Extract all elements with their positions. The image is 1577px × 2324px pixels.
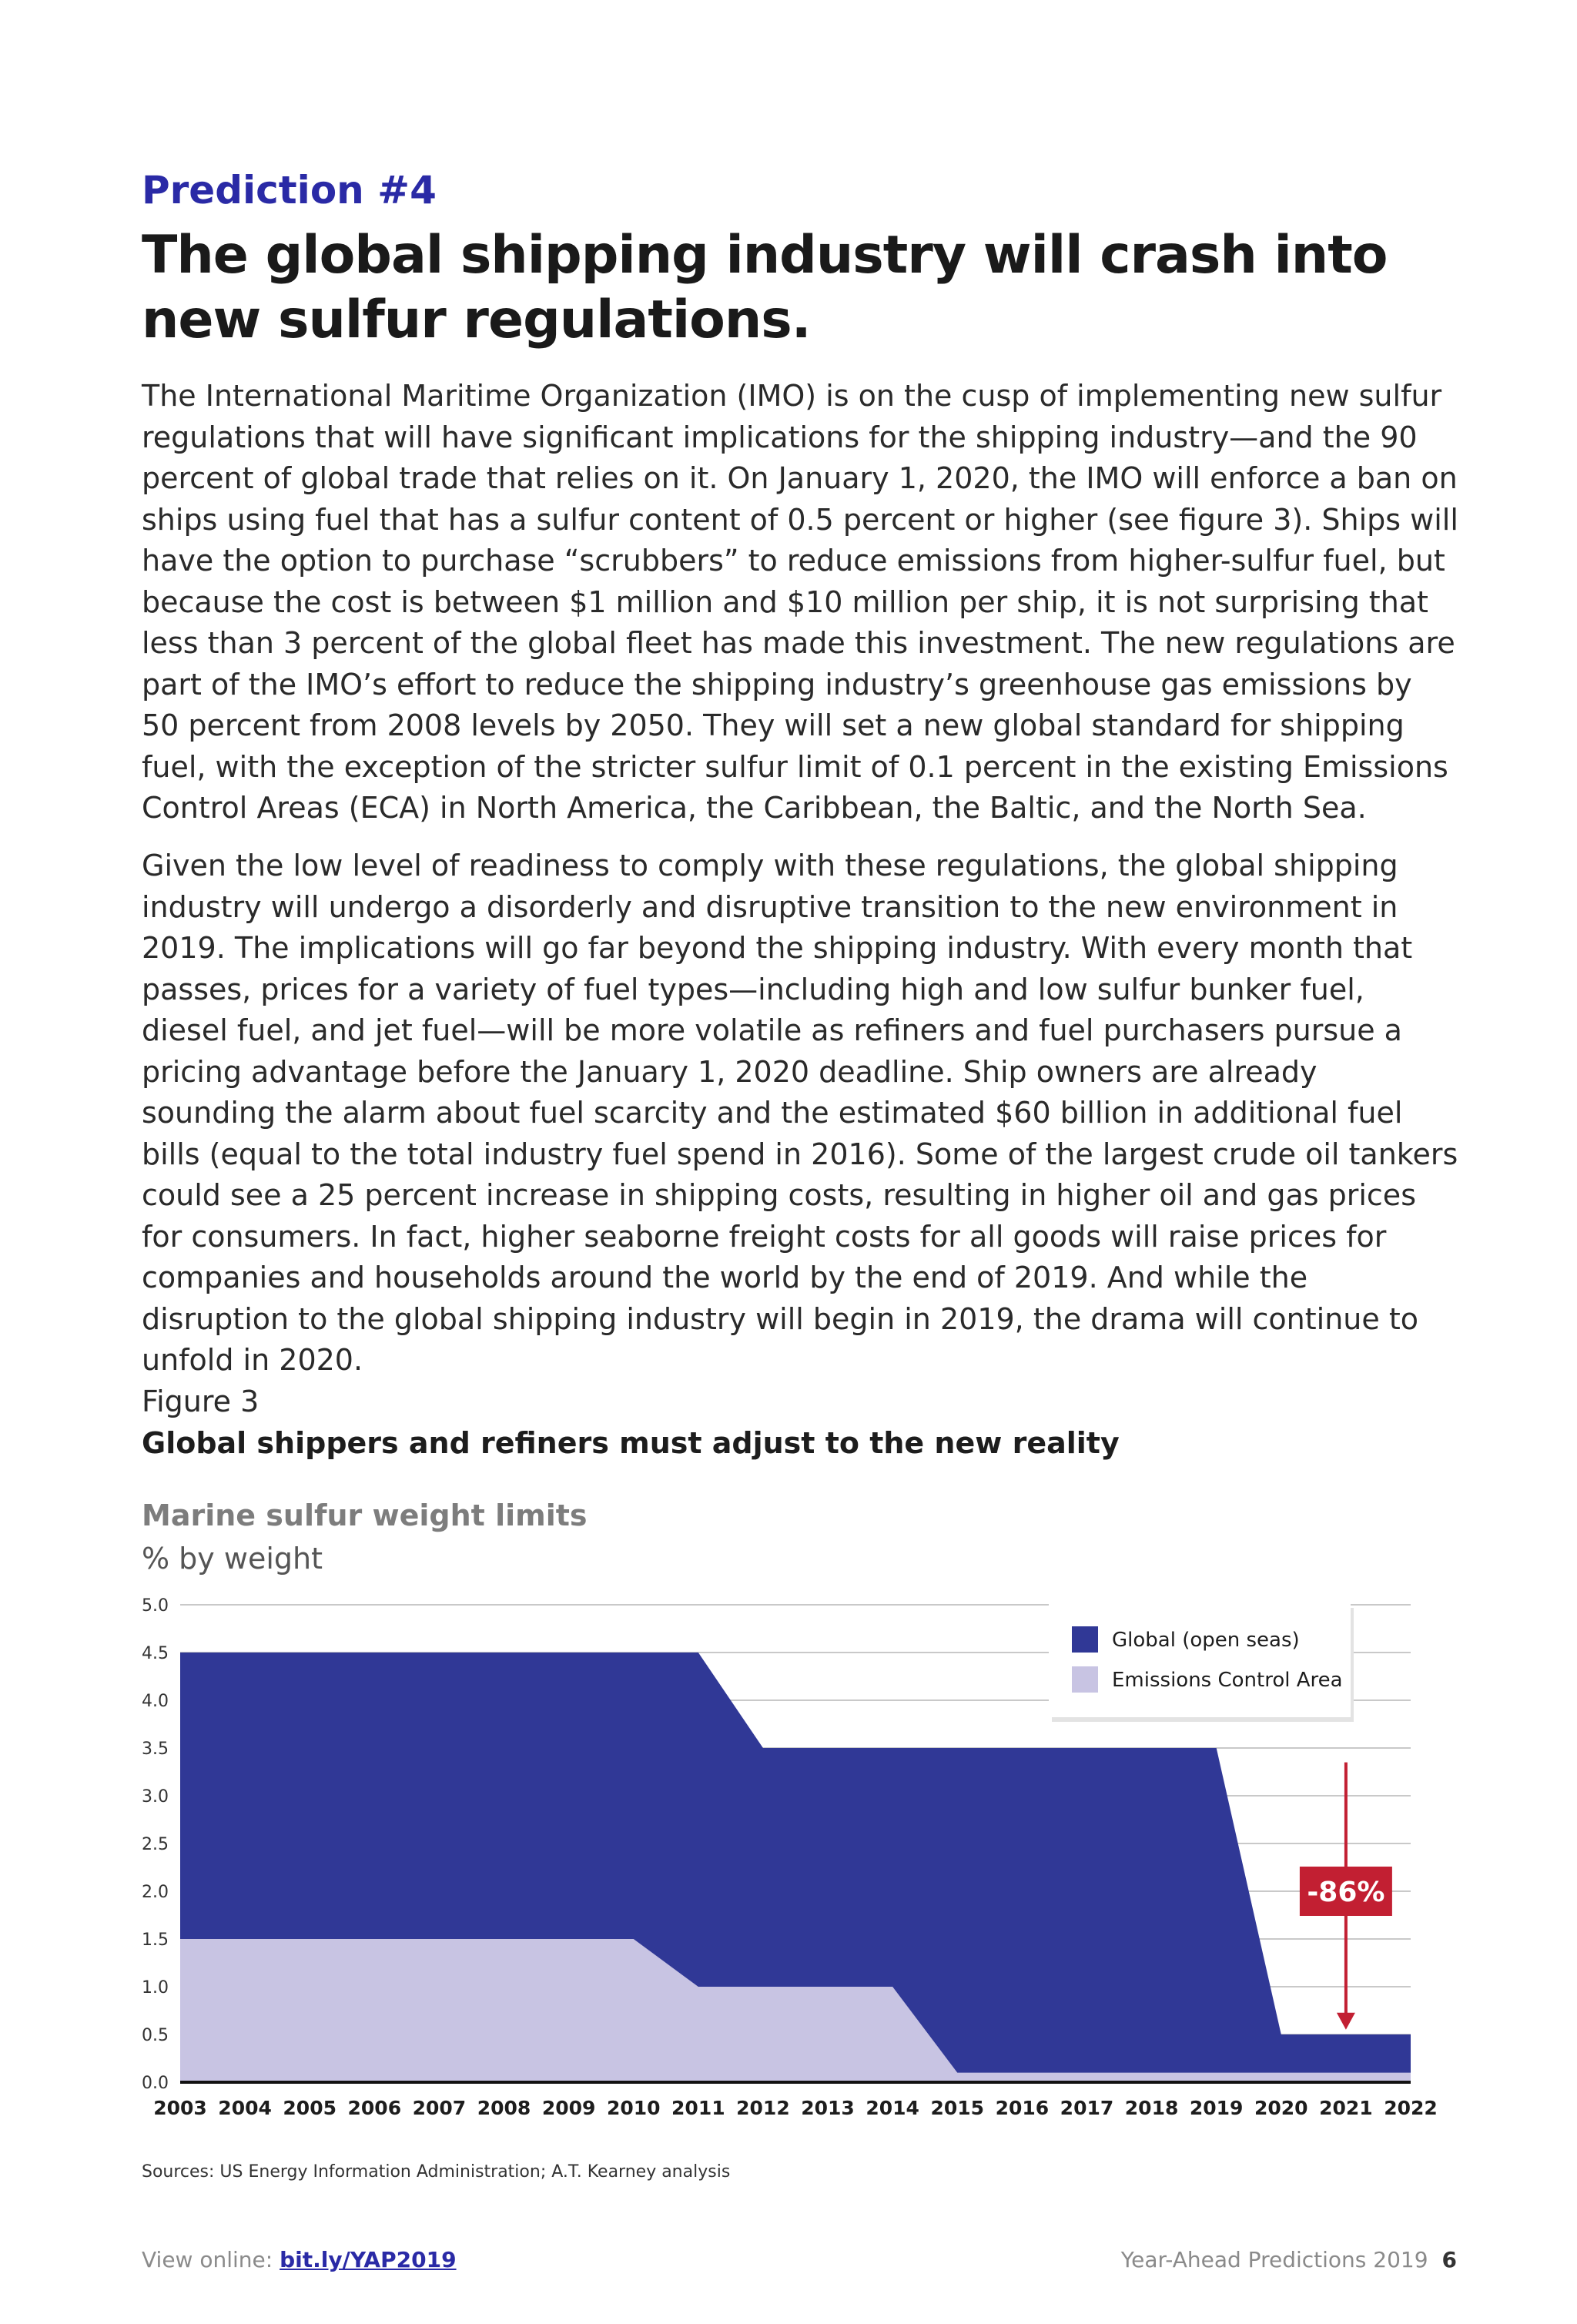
y-tick-label: 3.0: [142, 1787, 169, 1807]
x-tick-label: 2015: [930, 2097, 985, 2119]
x-tick-label: 2003: [153, 2097, 207, 2119]
x-tick-label: 2005: [283, 2097, 337, 2119]
legend-label: Global (open seas): [1112, 1629, 1300, 1652]
y-tick-label: 1.0: [142, 1978, 169, 1998]
x-tick-label: 2004: [218, 2097, 272, 2119]
y-tick-label: 4.5: [142, 1644, 169, 1663]
y-tick-label: 4.0: [142, 1692, 169, 1711]
x-tick-label: 2007: [412, 2097, 467, 2119]
legend-label: Emissions Control Area: [1112, 1669, 1343, 1692]
prediction-kicker: Prediction #4: [142, 168, 437, 213]
chart-subtitle: % by weight: [142, 1542, 323, 1576]
x-tick-label: 2008: [477, 2097, 531, 2119]
x-tick-label: 2017: [1060, 2097, 1114, 2119]
y-tick-label: 0.5: [142, 2026, 169, 2045]
body-paragraph-2: [142, 846, 1458, 1381]
x-tick-label: 2020: [1254, 2097, 1308, 2119]
x-tick-label: 2022: [1384, 2097, 1438, 2119]
sulfur-limits-chart: [0, 1586, 1577, 2156]
chart-title: Marine sulfur weight limits: [142, 1499, 588, 1532]
y-tick-label: 1.5: [142, 1931, 169, 1950]
paragraph-text: The International Maritime Organization (IMO) is on the cusp of implementing new sulfur regulations that will have significant implications for the shipping industry—and the 90 percent of global trade that relies on it. On January 1, 2020, the IMO will enforce a ban on ships using fuel that has a sulfur content of 0.5 percent or higher (see figure 3). Ships will have the option to purchase “scrubbers” to reduce emissions from higher-sulfur fuel, but because the cost is between $1 million and $10 million per ship, it is not surprising that less than 3 percent of the global fleet has made this investment. The new regulations are part of the IMO’s effort to reduce the shipping industry’s greenhouse gas emissions by 50 percent from 2008 levels by 2050. They will set a new global standard for shipping fuel, with the exception of the stricter sulfur limit of 0.1 percent in the existing Emissions Control Areas (ECA) in North America, the Caribbean, the Baltic, and the North Sea.: [142, 379, 1458, 825]
x-tick-label: 2019: [1189, 2097, 1244, 2119]
view-online-link[interactable]: bit.ly/YAP2019: [280, 2247, 457, 2272]
x-tick-label: 2009: [541, 2097, 596, 2119]
x-tick-label: 2021: [1319, 2097, 1373, 2119]
legend-box: [1049, 1603, 1351, 1717]
legend-swatch: [1072, 1666, 1098, 1693]
legend-swatch: [1072, 1626, 1098, 1653]
figure-label: Figure 3: [142, 1385, 259, 1418]
x-tick-label: 2006: [347, 2097, 402, 2119]
x-tick-label: 2014: [866, 2097, 919, 2119]
x-tick-label: 2018: [1124, 2097, 1179, 2119]
page-number: 6: [1441, 2247, 1457, 2272]
figure-title: Global shippers and refiners must adjust to the new reality: [142, 1426, 1120, 1460]
annotation-label: -86%: [1307, 1877, 1385, 1908]
footer-view-online: [142, 2247, 457, 2272]
x-tick-label: 2016: [995, 2097, 1050, 2119]
x-tick-label: 2010: [606, 2097, 661, 2119]
page-headline: The global shipping industry will crash into new sulfur regulations.: [142, 225, 1388, 350]
x-tick-label: 2011: [671, 2097, 725, 2119]
y-tick-label: 2.5: [142, 1835, 169, 1854]
x-tick-label: 2012: [736, 2097, 790, 2119]
body-paragraph-1: [142, 376, 1458, 829]
figure-sources: Sources: US Energy Information Administration; A.T. Kearney analysis: [142, 2162, 731, 2182]
publication-name: Year-Ahead Predictions 2019: [1120, 2247, 1428, 2272]
y-tick-label: 2.0: [142, 1883, 169, 1902]
y-tick-label: 3.5: [142, 1740, 169, 1759]
footer-publication: [1121, 2247, 1457, 2272]
x-tick-label: 2013: [801, 2097, 855, 2119]
view-online-label: View online:: [142, 2247, 280, 2272]
paragraph-text: Given the low level of readiness to comply with these regulations, the global shipping industry will undergo a disorderly and disruptive transition to the new environment in 2019. The implications will go far beyond the shipping industry. With every month that passes, prices for a variety of fuel types—including high and low sulfur bunker fuel, diesel fuel, and jet fuel—will be more volatile as refiners and fuel purchasers pursue a pricing advantage before the January 1, 2020 deadline. Ship owners are already sounding the alarm about fuel scarcity and the estimated $60 billion in additional fuel bills (equal to the total industry fuel spend in 2016). Some of the largest crude oil tankers could see a 25 percent increase in shipping costs, resulting in higher oil and gas prices for consumers. In fact, higher seaborne freight costs for all goods will raise prices for companies and households around the world by the end of 2019. And while the disruption to the global shipping industry will begin in 2019, the drama will continue to unfold in 2020.: [142, 849, 1458, 1377]
y-tick-label: 0.0: [142, 2074, 169, 2093]
y-tick-label: 5.0: [142, 1596, 169, 1616]
annotation-arrow-head: [1337, 2013, 1355, 2030]
